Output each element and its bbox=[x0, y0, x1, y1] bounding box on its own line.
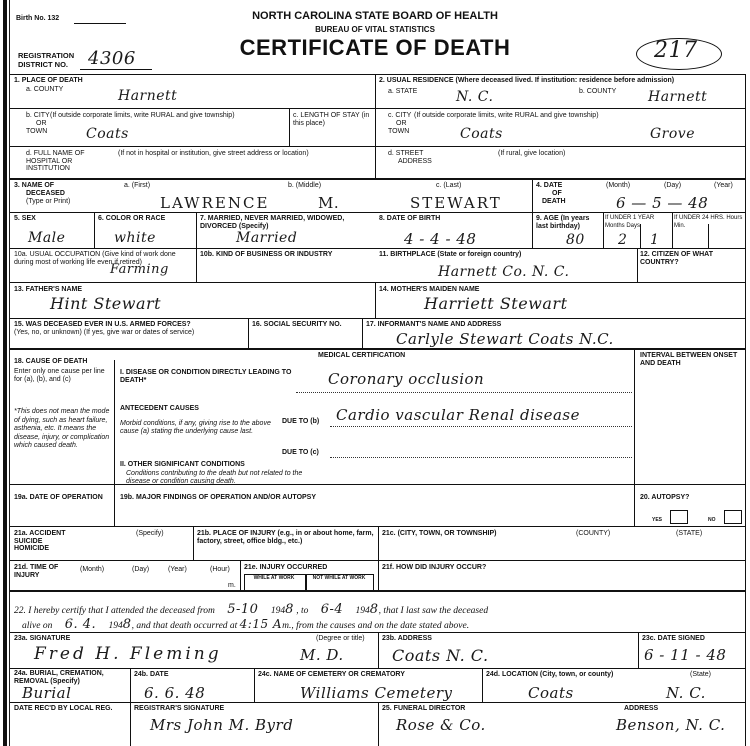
row-3-top bbox=[10, 178, 746, 180]
certificate-number: 217 bbox=[654, 38, 698, 63]
injury-occurred-label: 21e. INJURY OCCURRED bbox=[244, 564, 328, 571]
autopsy-no-checkbox[interactable] bbox=[724, 510, 742, 524]
how-injury-label: 21f. HOW DID INJURY OCCUR? bbox=[382, 564, 487, 571]
age-min-divider bbox=[708, 224, 709, 248]
death-occurred-label: , and that death occurred at bbox=[131, 621, 238, 631]
informant-label: 17. INFORMANT'S NAME AND ADDRESS bbox=[366, 321, 502, 328]
location-divider bbox=[482, 668, 483, 702]
age-months-value: 2 bbox=[618, 232, 628, 248]
cemetery-divider bbox=[254, 668, 255, 702]
father-value: Hint Stewart bbox=[50, 294, 162, 313]
funeral-value: Rose & Co. bbox=[396, 716, 486, 734]
alive-on-label: alive on bbox=[22, 621, 53, 631]
address-value: Coats N. C. bbox=[392, 646, 489, 665]
injury-state-label: (STATE) bbox=[676, 530, 703, 537]
other-conditions-label: II. OTHER SIGNIFICANT CONDITIONS bbox=[120, 461, 245, 468]
address-divider bbox=[378, 632, 379, 668]
middle-name-label: b. (Middle) bbox=[288, 182, 322, 189]
injury-city-divider bbox=[378, 526, 379, 590]
residence-city-note: (If outside corporate limits, write RURAL and give township) bbox=[414, 112, 599, 119]
row-19-top bbox=[10, 484, 746, 485]
cemetery-value: Williams Cemetery bbox=[300, 684, 453, 702]
residence-county-value: Harnett bbox=[648, 89, 708, 105]
hospital-label: d. FULL NAME OF HOSPITAL OR INSTITUTION bbox=[26, 150, 85, 172]
due-to-b-value: Cardio vascular Renal disease bbox=[336, 406, 580, 424]
mother-value: Harriett Stewart bbox=[424, 294, 568, 313]
accident-specify-label: (Specify) bbox=[136, 530, 164, 537]
interval-divider bbox=[634, 348, 635, 484]
occupation-value: Farming bbox=[110, 262, 169, 277]
dod-month-label: (Month) bbox=[606, 182, 631, 189]
findings-divider bbox=[114, 484, 115, 526]
residence-city-value: Coats bbox=[460, 126, 503, 142]
autopsy-yes-label: YES bbox=[652, 517, 663, 523]
row-18-top bbox=[10, 348, 746, 350]
not-while-at-work-label: NOT WHILE AT WORK bbox=[312, 575, 366, 581]
stay-divider bbox=[289, 108, 290, 146]
street-label-1: d. STREET bbox=[388, 150, 424, 157]
year-prefix-2: 194 bbox=[355, 606, 370, 616]
marital-divider bbox=[196, 212, 197, 248]
page-title: CERTIFICATE OF DEATH bbox=[239, 35, 511, 60]
degree-label: (Degree or title) bbox=[316, 635, 365, 642]
father-label: 13. FATHER'S NAME bbox=[14, 286, 83, 293]
certify-line-1 bbox=[14, 602, 488, 617]
residence-city-label-3: TOWN bbox=[388, 128, 410, 135]
autopsy-yes-checkbox[interactable] bbox=[670, 510, 688, 524]
burial-date-value: 6. 6. 48 bbox=[144, 684, 206, 702]
date-signed-divider bbox=[638, 632, 639, 668]
attended-to-year: 8 bbox=[369, 602, 379, 617]
mother-divider bbox=[375, 282, 376, 318]
funeral-label: 25. FUNERAL DIRECTOR bbox=[382, 705, 466, 712]
age-days-divider bbox=[640, 224, 641, 248]
findings-label: 19b. MAJOR FINDINGS OF OPERATION AND/OR AUTOPSY bbox=[120, 494, 317, 501]
occupation-label: 10a. USUAL OCCUPATION (Give kind of work done during most of working life even if retired) bbox=[14, 251, 176, 266]
cause-left-divider bbox=[114, 360, 115, 484]
dob-value: 4 - 4 - 48 bbox=[404, 230, 477, 248]
burial-date-divider bbox=[130, 668, 131, 702]
death-time-value: 4:15 A bbox=[239, 617, 283, 631]
age-divider bbox=[532, 212, 533, 248]
address-label: 23b. ADDRESS bbox=[382, 635, 432, 642]
last-name-value: STEWART bbox=[410, 194, 502, 212]
autopsy-no-label: NO bbox=[708, 517, 716, 523]
certify-prefix: 22. I hereby certify that I attended the deceased from bbox=[14, 606, 215, 616]
stay-label: c. LENGTH OF STAY (in this place) bbox=[293, 112, 370, 127]
date-signed-label: 23c. DATE SIGNED bbox=[642, 635, 705, 642]
place-injury-divider bbox=[193, 526, 194, 560]
residence-city-label-1: c. CITY bbox=[388, 112, 412, 119]
morbid-note: Morbid conditions, if any, giving rise to the above cause (a) stating the underlying cause last. bbox=[120, 420, 271, 435]
certify-line-2-suffix: m., from the causes and on the date stated above. bbox=[282, 621, 470, 631]
disease-line bbox=[296, 392, 632, 393]
armed-forces-note: (Yes, no, or unknown) (If yes, give war or dates of service) bbox=[14, 329, 195, 336]
operation-date-label: 19a. DATE OF OPERATION bbox=[14, 494, 103, 501]
injury-time-label: 21d. TIME OF INJURY bbox=[14, 564, 59, 579]
sex-label: 5. SEX bbox=[14, 215, 36, 222]
injury-day-label: (Day) bbox=[132, 566, 150, 573]
location-state-value: N. C. bbox=[666, 684, 706, 702]
attended-from-value: 5-10 bbox=[227, 602, 259, 617]
interval-label: INTERVAL BETWEEN ONSET AND DEATH bbox=[640, 352, 738, 367]
informant-value: Carlyle Stewart Coats N.C. bbox=[396, 330, 614, 348]
color-label: 6. COLOR OR RACE bbox=[98, 215, 166, 222]
location-label: 24d. LOCATION (City, town, or county) bbox=[486, 671, 614, 678]
city-label-2: OR bbox=[36, 120, 47, 127]
col-divider-top bbox=[375, 74, 376, 178]
frame-right bbox=[745, 74, 746, 746]
signature-label: 23a. SIGNATURE bbox=[14, 635, 71, 642]
first-name-value: LAWRENCE bbox=[160, 194, 270, 212]
row-24-top bbox=[10, 668, 746, 669]
left-border-inner bbox=[9, 0, 10, 746]
burial-value: Burial bbox=[22, 684, 72, 702]
injury-county-label: (COUNTY) bbox=[576, 530, 611, 537]
informant-divider bbox=[362, 318, 363, 348]
age-days-value: 1 bbox=[650, 232, 660, 248]
date-recd-label: DATE REC'D BY LOCAL REG. bbox=[14, 705, 113, 712]
marital-value: Married bbox=[236, 230, 298, 246]
degree-value: M. D. bbox=[300, 646, 344, 664]
age-label: 9. AGE (In years last birthday) bbox=[536, 215, 590, 230]
row-15-top bbox=[10, 318, 746, 319]
row-10-top bbox=[10, 248, 746, 249]
due-to-b-line bbox=[330, 426, 632, 427]
date-of-death-label-2: OF bbox=[552, 190, 562, 197]
location-value: Coats bbox=[528, 684, 574, 702]
ssn-divider bbox=[248, 318, 249, 348]
registrar-label: REGISTRAR'S SIGNATURE bbox=[134, 705, 225, 712]
autopsy-divider bbox=[634, 484, 635, 526]
county-label: a. COUNTY bbox=[26, 86, 64, 93]
antecedent-label: ANTECEDENT CAUSES bbox=[120, 405, 199, 412]
row-1b-top bbox=[10, 108, 746, 109]
date-of-death-label-1: 4. DATE bbox=[536, 182, 563, 189]
city-value: Coats bbox=[86, 126, 129, 142]
due-to-b-label: DUE TO (b) bbox=[282, 418, 320, 425]
signature-value: Fred H. Fleming bbox=[34, 644, 222, 664]
residence-township-value: Grove bbox=[650, 126, 695, 142]
cause-note: Enter only one cause per line for (a), (b), and (c) bbox=[14, 368, 105, 383]
usual-residence-label: 2. USUAL RESIDENCE (Where deceased lived. If institution: residence before admission) bbox=[379, 77, 675, 84]
street-note: (If rural, give location) bbox=[498, 150, 566, 157]
row-21d-top bbox=[10, 560, 746, 561]
injury-city-label: 21c. (CITY, TOWN, OR TOWNSHIP) bbox=[382, 530, 497, 537]
city-note: (If outside corporate limits, write RURAL and give township) bbox=[50, 112, 235, 119]
location-state-label: (State) bbox=[690, 671, 712, 678]
year-prefix-1: 194 bbox=[270, 606, 286, 616]
marital-label: 7. MARRIED, NEVER MARRIED, WIDOWED, DIVORCED (Specify) bbox=[200, 215, 345, 230]
due-to-c-line bbox=[330, 457, 632, 458]
reg-district-line bbox=[80, 69, 152, 70]
date-of-death-value: 6 — 5 — 48 bbox=[616, 194, 709, 212]
sex-value: Male bbox=[28, 230, 66, 246]
frame-top bbox=[10, 74, 746, 75]
city-label-1: b. CITY bbox=[26, 112, 50, 119]
alive-on-value: 6. 4. bbox=[64, 617, 97, 632]
while-at-work-label: WHILE AT WORK bbox=[253, 575, 295, 581]
injury-year-label: (Year) bbox=[168, 566, 187, 573]
autopsy-label: 20. AUTOPSY? bbox=[640, 494, 690, 501]
age-under24-label: If UNDER 24 HRS. Hours Min. bbox=[674, 215, 743, 229]
accident-label: 21a. ACCIDENT SUICIDE HOMICIDE bbox=[14, 530, 66, 552]
cemetery-label: 24c. NAME OF CEMETERY OR CREMATORY bbox=[258, 671, 405, 678]
birth-number-label: Birth No. 132 bbox=[16, 15, 60, 22]
reg-district-label-1: REGISTRATION bbox=[18, 51, 75, 60]
business-label: 10b. KIND OF BUSINESS OR INDUSTRY bbox=[200, 251, 333, 258]
row-13-top bbox=[10, 282, 746, 283]
citizen-divider bbox=[637, 248, 638, 282]
date-of-death-label-3: DEATH bbox=[542, 198, 566, 205]
dod-year-label: (Year) bbox=[714, 182, 733, 189]
color-value: white bbox=[114, 230, 156, 246]
alive-on-year: 8 bbox=[122, 617, 132, 632]
citizen-label: 12. CITIZEN OF WHAT COUNTRY? bbox=[640, 251, 713, 266]
county-value: Harnett bbox=[118, 88, 178, 104]
cause-label: 18. CAUSE OF DEATH bbox=[14, 358, 88, 365]
funeral-address-label: ADDRESS bbox=[624, 705, 659, 712]
injury-hour-label: (Hour) bbox=[210, 566, 230, 573]
armed-forces-label: 15. WAS DECEASED EVER IN U.S. ARMED FORCES? bbox=[14, 321, 191, 328]
disease-value: Coronary occlusion bbox=[328, 370, 485, 388]
disease-label: I. DISEASE OR CONDITION DIRECTLY LEADING TO DEATH* bbox=[120, 369, 292, 384]
year-prefix-3: 194 bbox=[108, 621, 123, 631]
other-conditions-note: Conditions contributing to the death but not related to the disease or condition causing death. bbox=[126, 470, 303, 485]
reg-district-value: 4306 bbox=[88, 48, 136, 69]
row-5-top bbox=[10, 212, 746, 213]
age-months-divider bbox=[603, 212, 604, 248]
age-hours-divider bbox=[672, 212, 673, 248]
residence-state-value: N. C. bbox=[456, 89, 494, 105]
date-of-death-divider bbox=[532, 178, 533, 212]
registrar-divider bbox=[130, 702, 131, 746]
residence-city-label-2: OR bbox=[396, 120, 407, 127]
burial-label: 24a. BURIAL, CREMATION, REMOVAL (Specify) bbox=[14, 670, 104, 685]
age-value: 80 bbox=[566, 232, 585, 248]
birthplace-value: Harnett Co. N. C. bbox=[438, 264, 570, 280]
dob-label: 8. DATE OF BIRTH bbox=[379, 215, 441, 222]
name-label-2: DECEASED bbox=[26, 190, 65, 197]
medical-certification-label: MEDICAL CERTIFICATION bbox=[318, 352, 406, 359]
left-border bbox=[3, 0, 7, 746]
bureau-title: BUREAU OF VITAL STATISTICS bbox=[315, 25, 435, 34]
mother-label: 14. MOTHER'S MAIDEN NAME bbox=[379, 286, 480, 293]
injury-occurred-divider bbox=[240, 560, 241, 590]
hospital-note: (If not in hospital or institution, give street address or location) bbox=[118, 150, 309, 157]
to-label: , to bbox=[296, 606, 309, 616]
attended-from-year: 8 bbox=[285, 602, 294, 617]
attended-to-value: 6-4 bbox=[320, 602, 344, 617]
place-of-death-label: 1. PLACE OF DEATH bbox=[14, 77, 83, 84]
residence-state-label: a. STATE bbox=[388, 88, 418, 95]
row-22-top bbox=[10, 590, 746, 592]
dod-day-label: (Day) bbox=[664, 182, 682, 189]
birthplace-label: 11. BIRTHPLACE (State or foreign country) bbox=[379, 251, 522, 258]
name-label-3: (Type or Print) bbox=[26, 198, 71, 205]
funeral-address-value: Benson, N. C. bbox=[616, 716, 726, 734]
reg-district-label-2: DISTRICT NO. bbox=[18, 60, 68, 69]
name-label-1: 3. NAME OF bbox=[14, 182, 55, 189]
due-to-c-label: DUE TO (c) bbox=[282, 449, 319, 456]
certify-line-2 bbox=[22, 617, 469, 632]
street-label-2: ADDRESS bbox=[398, 158, 432, 165]
injury-month-label: (Month) bbox=[80, 566, 105, 573]
city-label-3: TOWN bbox=[26, 128, 48, 135]
row-1d-top bbox=[10, 146, 746, 147]
ssn-label: 16. SOCIAL SECURITY NO. bbox=[252, 321, 342, 328]
injury-m-label: m. bbox=[228, 582, 236, 589]
first-name-label: a. (First) bbox=[124, 182, 151, 189]
burial-date-label: 24b. DATE bbox=[134, 671, 169, 678]
age-under1-label: If UNDER 1 YEAR Months Days bbox=[605, 215, 655, 229]
date-signed-value: 6 - 11 - 48 bbox=[644, 646, 727, 664]
business-divider bbox=[196, 248, 197, 282]
middle-name-value: M. bbox=[318, 194, 340, 212]
residence-county-label: b. COUNTY bbox=[579, 88, 617, 95]
color-divider bbox=[94, 212, 95, 248]
board-title: NORTH CAROLINA STATE BOARD OF HEALTH bbox=[252, 10, 498, 22]
certify-suffix: , that I last saw the deceased bbox=[378, 606, 489, 616]
registrar-signature: Mrs John M. Byrd bbox=[150, 716, 294, 734]
side-note: *This does not mean the mode of dying, such as heart failure, asthenia, etc. It means the disease, injury, or complication which caused death. bbox=[14, 408, 110, 449]
birth-number-line bbox=[74, 23, 126, 24]
place-injury-label: 21b. PLACE OF INJURY (e.g., in or about home, farm, factory, street, office bldg., etc.) bbox=[197, 530, 374, 545]
last-name-label: c. (Last) bbox=[436, 182, 462, 189]
funeral-divider bbox=[378, 702, 379, 746]
